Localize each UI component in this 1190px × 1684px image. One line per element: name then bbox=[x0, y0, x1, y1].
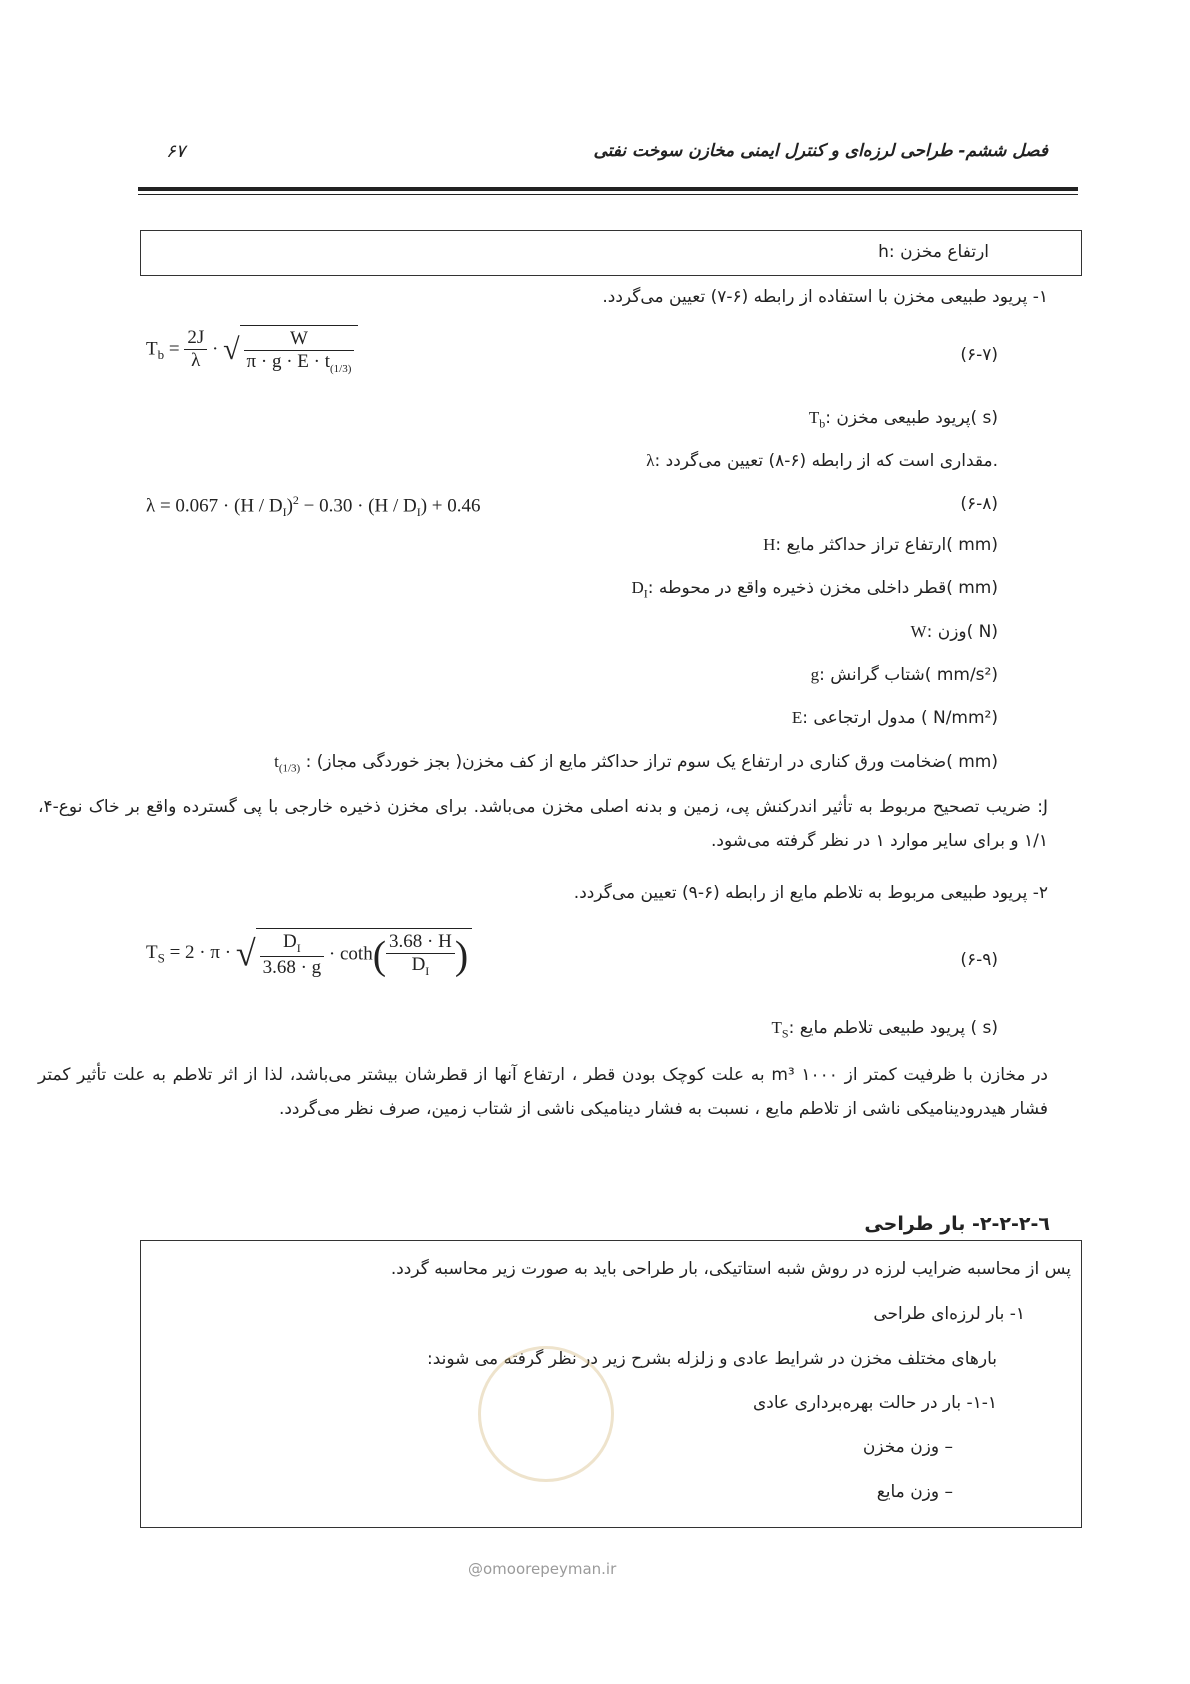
right-paren-icon: ) bbox=[454, 932, 469, 978]
box-line-1: پس از محاسبه ضرایب لرزه در روش شبه استاتیکی، بار طراحی باید به صورت زیر محاسبه گردد. bbox=[390, 1259, 1071, 1279]
eq7-sqrt-den-sub: (1/3) bbox=[330, 362, 352, 375]
def-g-text: : شتاب گرانش( mm/s²) bbox=[819, 665, 998, 685]
design-load-box bbox=[140, 1240, 1082, 1528]
eq7-lhs: T bbox=[146, 338, 158, 360]
chapter-title: فصل ششم- طراحی لرزه‌ای و کنترل ایمنی مخازن سوخت نفتی bbox=[593, 141, 1048, 161]
small-tanks-paragraph: در مخازن با ظرفیت کمتر از ۱۰۰۰ m³ به علت کوچک بودن قطر ، ارتفاع آنها از قطرشان بیشتر می‌باشد، لذا از اثر تلاطم به علت تأثیر کمتر فشار هیدرودینامیکی ناشی از تلاطم مایع ، نسبت به فشار دینامیکی ناشی از شتاب زمین، صرف نظر می‌گردد. bbox=[38, 1065, 1048, 1119]
eq7-dot: · bbox=[211, 338, 219, 360]
def-h-sym: H bbox=[763, 535, 776, 554]
eq8-tail: ) + 0.46 bbox=[420, 495, 481, 517]
def-lambda bbox=[646, 451, 998, 471]
def-e-sym: E bbox=[791, 708, 803, 727]
eq9-inner-num: 3.68 · H bbox=[386, 931, 455, 954]
def-ts-sym: T bbox=[771, 1018, 782, 1037]
def-di-sym: D bbox=[631, 578, 644, 597]
header-rule-thick bbox=[138, 187, 1078, 191]
eq7-fraction bbox=[184, 327, 207, 372]
eq9-inner-fraction bbox=[386, 931, 455, 979]
eq9-inner-den: D bbox=[411, 954, 426, 975]
equation-7 bbox=[146, 325, 358, 375]
def-t-sub: (1/3) bbox=[278, 762, 301, 775]
box-line-3: بارهای مختلف مخزن در شرایط عادی و زلزله بشرح زیر در نظر گرفته می شوند: bbox=[426, 1349, 997, 1369]
eq9-num-sub: I bbox=[296, 940, 301, 955]
def-di-text: : قطر داخلی مخزن ذخیره واقع در محوطه( mm) bbox=[647, 578, 998, 598]
def-h-text: : ارتفاع تراز حداکثر مایع( mm) bbox=[775, 535, 998, 555]
def-di-sub: I bbox=[643, 586, 648, 601]
eq9-pre: = 2 · π · bbox=[169, 941, 232, 963]
def-w bbox=[911, 622, 998, 642]
eq7-den: λ bbox=[191, 350, 201, 372]
eq8-number: (۶-۸) bbox=[960, 494, 998, 514]
equation-9 bbox=[146, 928, 472, 979]
box-line-2: ۱- بار لرزه‌ای طراحی bbox=[873, 1304, 1025, 1324]
item-2-text: ۲- پریود طبیعی مربوط به تلاطم مایع از رابطه (۶-۹) تعیین می‌گردد. bbox=[573, 883, 1048, 903]
def-tb bbox=[809, 408, 998, 431]
def-e-text: : مدول ارتجاعی ( N/mm²) bbox=[802, 708, 998, 728]
def-w-sym: W bbox=[910, 622, 927, 641]
eq9-num: D bbox=[283, 931, 297, 952]
definition-box-h bbox=[140, 230, 1082, 276]
eq8-rest: − 0.30 · (H / D bbox=[298, 495, 417, 517]
eq7-sqrt-den: π · g · E · t bbox=[246, 351, 330, 372]
box-line-4: ۱-۱- بار در حالت بهره‌برداری عادی bbox=[753, 1393, 997, 1413]
def-tb-sub: b bbox=[819, 416, 826, 431]
def-e bbox=[792, 708, 998, 728]
def-h bbox=[763, 535, 998, 555]
def-di bbox=[631, 578, 998, 601]
equation-8 bbox=[146, 493, 481, 520]
section-heading: ٦-٢-٢-٢- بار طراحی bbox=[864, 1213, 1050, 1235]
eq9-number: (۶-۹) bbox=[960, 950, 998, 970]
eq9-lhs: T bbox=[146, 941, 158, 963]
eq7-number: (۶-۷) bbox=[960, 345, 998, 365]
def-lambda-text: : مقداری است که از رابطه (۶-۸) تعیین می‌گردد. bbox=[654, 451, 998, 471]
header-rule-thin bbox=[138, 194, 1078, 195]
def-lambda-sym: λ bbox=[646, 451, 655, 470]
eq7-sqrt-fraction bbox=[244, 328, 355, 375]
bullet-tank-weight: – وزن مخزن bbox=[862, 1437, 953, 1457]
sqrt-icon: √ bbox=[235, 933, 256, 974]
def-t-sym: t bbox=[274, 752, 279, 771]
sqrt-icon: √ bbox=[223, 332, 240, 366]
eq8-formula: λ = 0.067 · (H / D bbox=[146, 495, 283, 517]
eq8-sub2: I bbox=[416, 505, 421, 520]
def-ts-text: : پریود طبیعی تلاطم مایع ( s) bbox=[788, 1018, 998, 1038]
def-tb-sym: T bbox=[808, 408, 820, 427]
bullet-liquid-weight: – وزن مایع bbox=[876, 1482, 953, 1502]
def-t13 bbox=[274, 752, 998, 774]
eq7-equals: = bbox=[168, 338, 180, 360]
def-t-text: : ضخامت ورق کناری در ارتفاع یک سوم تراز حداکثر مایع از کف مخزن( بجز خوردگی مجاز)( mm) bbox=[300, 752, 998, 772]
eq7-sqrt-num: W bbox=[244, 328, 355, 351]
def-g-sym: g bbox=[810, 665, 820, 684]
def-tb-text: : پریود طبیعی مخزن( s) bbox=[825, 408, 998, 428]
def-g bbox=[811, 665, 998, 685]
eq8-sub1: I bbox=[282, 505, 287, 520]
def-w-text: : وزن( N) bbox=[926, 622, 998, 642]
eq9-lhs-sub: S bbox=[157, 950, 165, 966]
eq9-fraction bbox=[260, 931, 325, 979]
def-ts-sub: S bbox=[781, 1026, 789, 1041]
watermark-seal-icon bbox=[478, 1346, 614, 1482]
left-paren-icon: ( bbox=[372, 932, 387, 978]
def-ts bbox=[771, 1018, 998, 1041]
eq7-num: 2J bbox=[184, 327, 207, 350]
watermark-text: @omoorepeyman.ir bbox=[468, 1560, 617, 1578]
j-definition: J: ضریب تصحیح مربوط به تأثیر اندرکنش پی، زمین و بدنه اصلی مخزن می‌باشد. برای مخزن ذخیره خارجی با پی گسترده واقع بر خاک نوع-۴، ۱/۱ و برای سایر موارد ۱ در نظر گرفته می‌شود. bbox=[38, 797, 1048, 851]
h-definition: h: ارتفاع مخزن bbox=[878, 242, 989, 262]
item-1-text: ۱- پریود طبیعی مخزن با استفاده از رابطه (۶-۷) تعیین می‌گردد. bbox=[602, 287, 1048, 307]
eq9-coth: · coth bbox=[328, 943, 373, 965]
eq8-mid: ) bbox=[286, 495, 293, 517]
eq9-sqrt bbox=[256, 928, 473, 979]
eq9-den: 3.68 · g bbox=[262, 956, 322, 978]
eq7-sqrt bbox=[240, 325, 359, 375]
page-number: ۶۷ bbox=[166, 141, 186, 162]
eq7-lhs-sub: b bbox=[157, 347, 165, 363]
eq9-inner-den-sub: I bbox=[425, 963, 430, 978]
eq8-sup: 2 bbox=[292, 493, 299, 507]
